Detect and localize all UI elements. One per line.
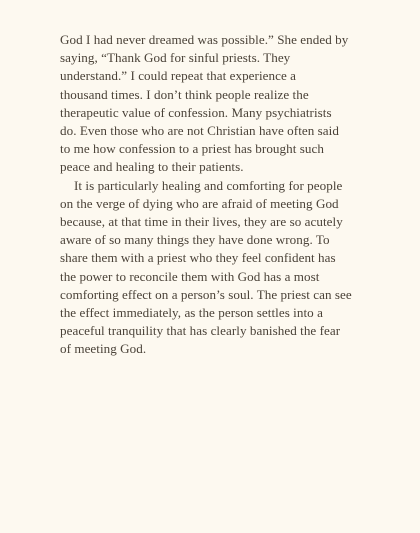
text-line: to me how confession to a priest has brought such xyxy=(60,141,324,157)
text-line: saying, “Thank God for sinful priests. They xyxy=(60,50,291,66)
text-line: God I had never dreamed was possible.” She ended by xyxy=(60,32,349,47)
text-line: peace and healing to their patients. xyxy=(60,159,244,175)
text-line: thousand times. I don’t think people realize the xyxy=(60,86,309,102)
text-line: of meeting God. xyxy=(60,341,147,357)
text-line: peaceful tranquility that has clearly banished the fear xyxy=(60,323,341,339)
paragraph-1 xyxy=(60,31,366,177)
text-line: It is particularly healing and comforting for people xyxy=(74,177,343,193)
text-line: share them with a priest who they feel confident has xyxy=(60,250,336,266)
text-line: comforting effect on a person’s soul. The priest can see xyxy=(60,286,352,302)
paragraph-2 xyxy=(60,177,366,359)
text-line: therapeutic value of confession. Many psychiatrists xyxy=(60,104,332,120)
text-line: the effect immediately, as the person settles into a xyxy=(60,305,323,321)
text-line: do. Even those who are not Christian have often said xyxy=(60,123,339,139)
text-line: because, at that time in their lives, they are so acutely xyxy=(60,214,343,230)
text-line: aware of so many things they have done wrong. To xyxy=(60,232,330,248)
body-text xyxy=(60,31,366,359)
text-line: on the verge of dying who are afraid of meeting God xyxy=(60,195,339,211)
text-line: understand.” I could repeat that experience a xyxy=(60,68,296,84)
text-line: the power to reconcile them with God has a most xyxy=(60,268,320,284)
